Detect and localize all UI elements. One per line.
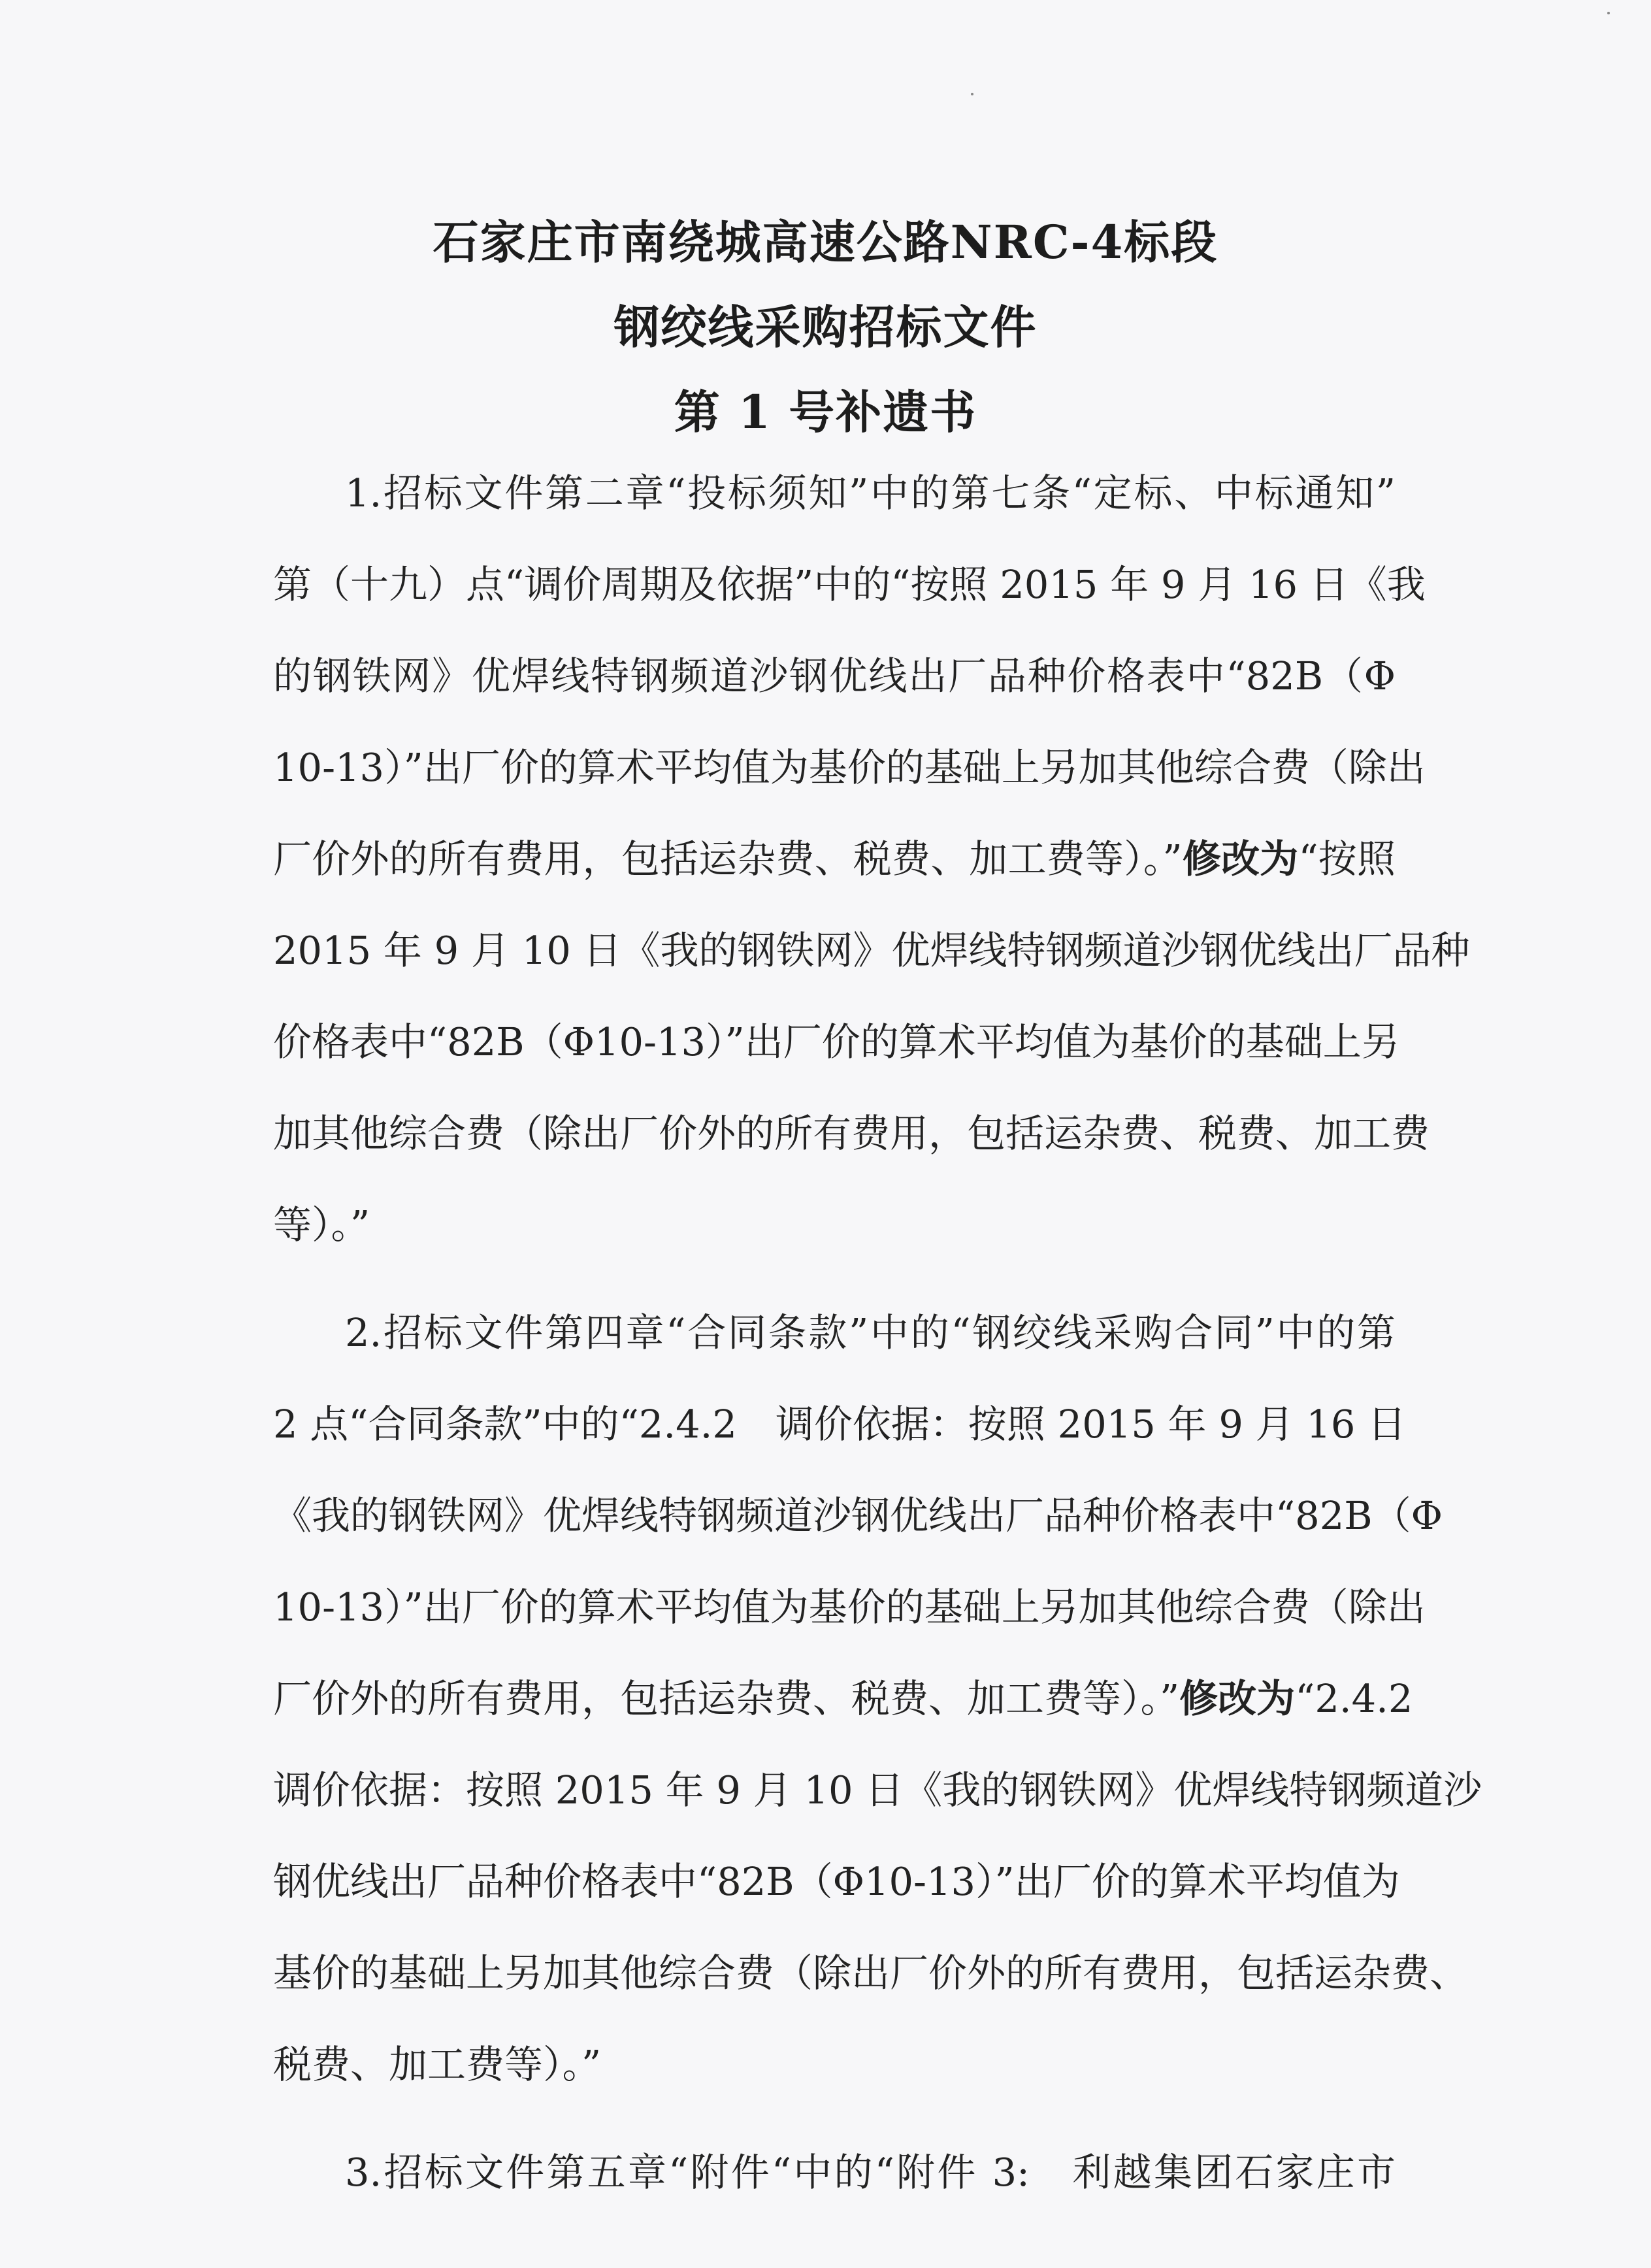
body-line-text: 厂价外的所有费用，包括运杂费、税费、加工费等）。” xyxy=(273,1676,1180,1721)
body-line: 第（十九）点“调价周期及依据”中的“按照 2015 年 9 月 16 日《我 xyxy=(273,562,1426,607)
body-line: 加其他综合费（除出厂价外的所有费用，包括运杂费、税费、加工费 xyxy=(273,1111,1430,1156)
body-line: 1.招标文件第二章“投标须知”中的第七条“定标、中标通知” xyxy=(345,470,1396,516)
body-line: 基价的基础上另加其他综合费（除出厂价外的所有费用，包括运杂费、 xyxy=(273,1950,1469,1996)
body-line: 2015 年 9 月 10 日《我的钢铁网》优焊线特钢频道沙钢优线出厂品种 xyxy=(273,928,1470,973)
body-line: 2 点“合同条款”中的“2.4.2 调价依据：按照 2015 年 9 月 16 日 xyxy=(273,1402,1407,1447)
body-line: 2.招标文件第四章“合同条款”中的“钢绞线采购合同”中的第 xyxy=(345,1310,1396,1355)
body-line: 3.招标文件第五章“附件“中的“附件 3: 利越集团石家庄市 xyxy=(345,2150,1396,2195)
body-line: 调价依据：按照 2015 年 9 月 10 日《我的钢铁网》优焊线特钢频道沙 xyxy=(273,1767,1482,1813)
scan-speck xyxy=(971,93,973,95)
body-line: 10-13）”出厂价的算术平均值为基价的基础上另加其他综合费（除出 xyxy=(273,745,1426,790)
body-line: 钢优线出厂品种价格表中“82B（Φ10-13）”出厂价的算术平均值为 xyxy=(273,1859,1400,1904)
document-title-line-2: 钢绞线采购招标文件 xyxy=(613,300,1038,354)
body-line-text: 厂价外的所有费用，包括运杂费、税费、加工费等）。” xyxy=(273,836,1183,881)
emphasis-text: 修改为 xyxy=(1179,1676,1296,1721)
body-line: 等）。” xyxy=(273,1202,370,1247)
body-line: 10-13）”出厂价的算术平均值为基价的基础上另加其他综合费（除出 xyxy=(273,1585,1426,1630)
body-line: 《我的钢铁网》优焊线特钢频道沙钢优线出厂品种价格表中“82B（Φ xyxy=(273,1493,1443,1538)
body-line: 价格表中“82B（Φ10-13）”出厂价的算术平均值为基价的基础上另 xyxy=(273,1019,1400,1064)
body-line xyxy=(273,1673,1413,1725)
body-line-text: “按照 xyxy=(1298,836,1396,881)
body-line xyxy=(273,833,1396,885)
scan-speck xyxy=(1607,12,1610,14)
document-title-line-3: 第 1 号补遗书 xyxy=(674,385,977,439)
body-line: 税费、加工费等）。” xyxy=(273,2042,602,2087)
body-line-text: “2.4.2 xyxy=(1295,1676,1413,1721)
body-line: 的钢铁网》优焊线特钢频道沙钢优线出厂品种价格表中“82B（Φ xyxy=(273,653,1396,698)
emphasis-text: 修改为 xyxy=(1182,836,1299,881)
document-title-line-1: 石家庄市南绕城高速公路NRC-4标段 xyxy=(433,215,1218,269)
